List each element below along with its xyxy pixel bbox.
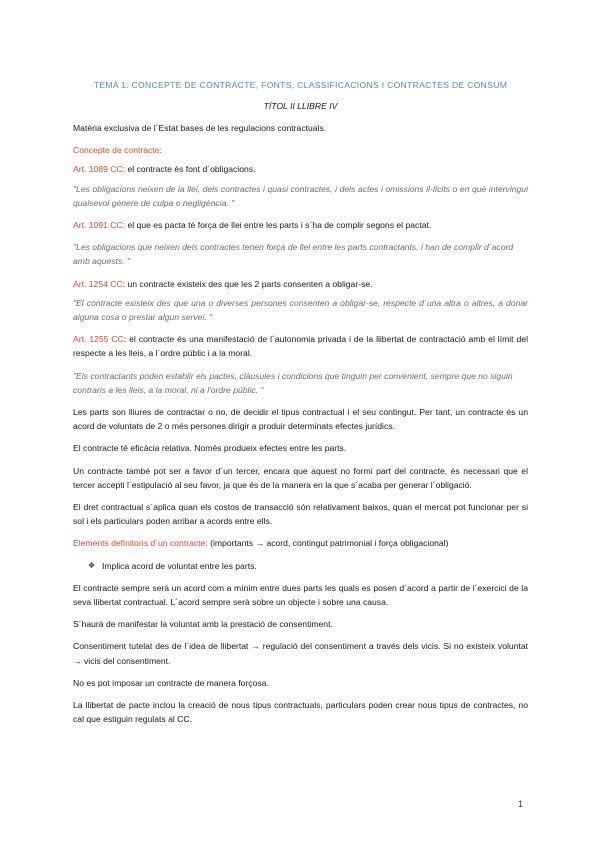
paragraph-parts-lliures: Les parts son lliures de contractar o no, de decidir el tipus contractual i el seu contingut. Per tant, un contracte és un acord de voluntats de 2 o més persones dirigir a produir determinats efectes jurídics. <box>73 407 528 432</box>
quote-1091: "Les obligacions que neixen dels contractes tenen força de llei entre les parts contractants, i han de complir d´acord amb aquests. " <box>73 242 514 267</box>
article-ref-1254: Art. 1254 CC <box>73 278 123 289</box>
quote-1255: "Els contractants poden establir els pactes, clàusules i condicions que tinguin per convenient, sempre que no siguin contraris a les lleis, a la moral, ni a l'ordre públic. " <box>73 370 513 395</box>
paragraph-consentiment: Consentiment tutelat des de l´idea de llibertat → regulació del consentiment a través dels vicis. Si no existeix voluntat → vicis del consentiment. <box>73 641 528 666</box>
quote-1254: "El contracte existeix des que una o diverses persones consenten a obligar-se, respecte d´una altra o altres, a donar alguna cosa o prestar algun servei. " <box>73 297 528 323</box>
article-ref-1089: Art. 1089 CC <box>73 164 123 175</box>
paragraph-dret-contractual: El dret contractual s´aplica quan els costos de transacció són relativament baixos, quan el mercat pot funcionar per si sol i els particulars poden arribar a acords entre ells. <box>73 502 528 527</box>
document-subtitle: TÍTOL II LLIBRE IV <box>263 101 338 111</box>
bullet-text: Implica acord de voluntat entre les parts. <box>102 560 257 571</box>
heading-concepte: Concepte de contracte: <box>73 145 162 156</box>
article-text-1089: : el contracte és font d´obligacions. <box>122 164 256 175</box>
document-title: TEMA 1: CONCEPTE DE CONTRACTE, FONTS, CLASSIFICACIONS I CONTRACTES DE CONSUM <box>93 80 508 90</box>
heading-elements: Elements definitoris d´un contracte: <box>73 538 208 549</box>
paragraph-elements <box>73 536 528 550</box>
paragraph-art1091 <box>73 218 528 232</box>
paragraph-acord: El contracte sempre serà un acord com a mínim entre dues parts les quals es posen d´acord a partir de l´exercici de la seva llibertat contractual. L´acord sempre serà sobre un objecte i sobre una causa. <box>73 582 528 608</box>
paragraph-art1089 <box>73 162 528 176</box>
quote-1089: "Les obligacions neixen de la llei, dels contractes i quasi contractes, i dels actes i omissions il·lícits o en què intervingui qualsevol gènere de culpa o negligència. " <box>73 183 528 208</box>
article-ref-1255: Art. 1255 CC <box>73 334 124 345</box>
paragraph-imposar: No es pot imposar un contracte de manera forçosa. <box>73 677 269 688</box>
heading-elements-note: (importants → acord, contingut patrimonial i força obligacional) <box>207 538 449 549</box>
bullet-item <box>88 559 528 573</box>
paragraph-art1255 <box>73 332 528 360</box>
paragraph-materia: Matèria exclusiva de l´Estat bases de les regulacions contractuals. <box>73 123 327 133</box>
paragraph-pacte: La llibertat de pacte inclou la creació de nous tipus contractuals, particulars poden crear nous tipus de contractes, no cal que estiguin regulats al CC. <box>73 700 528 725</box>
paragraph-art1254 <box>73 277 528 291</box>
paragraph-eficacia: El contracte té eficàcia relativa. Només produeix efectes entre les parts. <box>73 443 347 454</box>
article-text-1254: : un contracte existeix des que les 2 parts consenten a obligar-se. <box>122 278 373 289</box>
article-text-1091: : el que es pacta té força de llei entre les parts i s´ha de complir segons el pactat. <box>122 220 432 231</box>
article-ref-1091: Art. 1091 CC <box>73 220 123 231</box>
paragraph-manifestar: S´haurà de manifestar la voluntat amb la prestació de consentiment. <box>73 619 333 630</box>
paragraph-tercer: Un contracte també pot ser a favor d´un tercer, encara que aquest no formi part del contracte, és necessari que el tercer accepti l´estipulació al seu favor, ja que és de la manera en la que s´acaba per generar l´obligació. <box>73 465 528 490</box>
diamond-bullet-icon: ❖ <box>88 560 96 570</box>
article-text-1255: : el contracte és una manifestació de l´autonomia privada i de la llibertat de contractació amb el límit del respecte a les lleis, a l´ordre públic i a la moral. <box>73 334 528 359</box>
page-number: 1 <box>517 799 523 809</box>
document-page <box>73 80 528 735</box>
